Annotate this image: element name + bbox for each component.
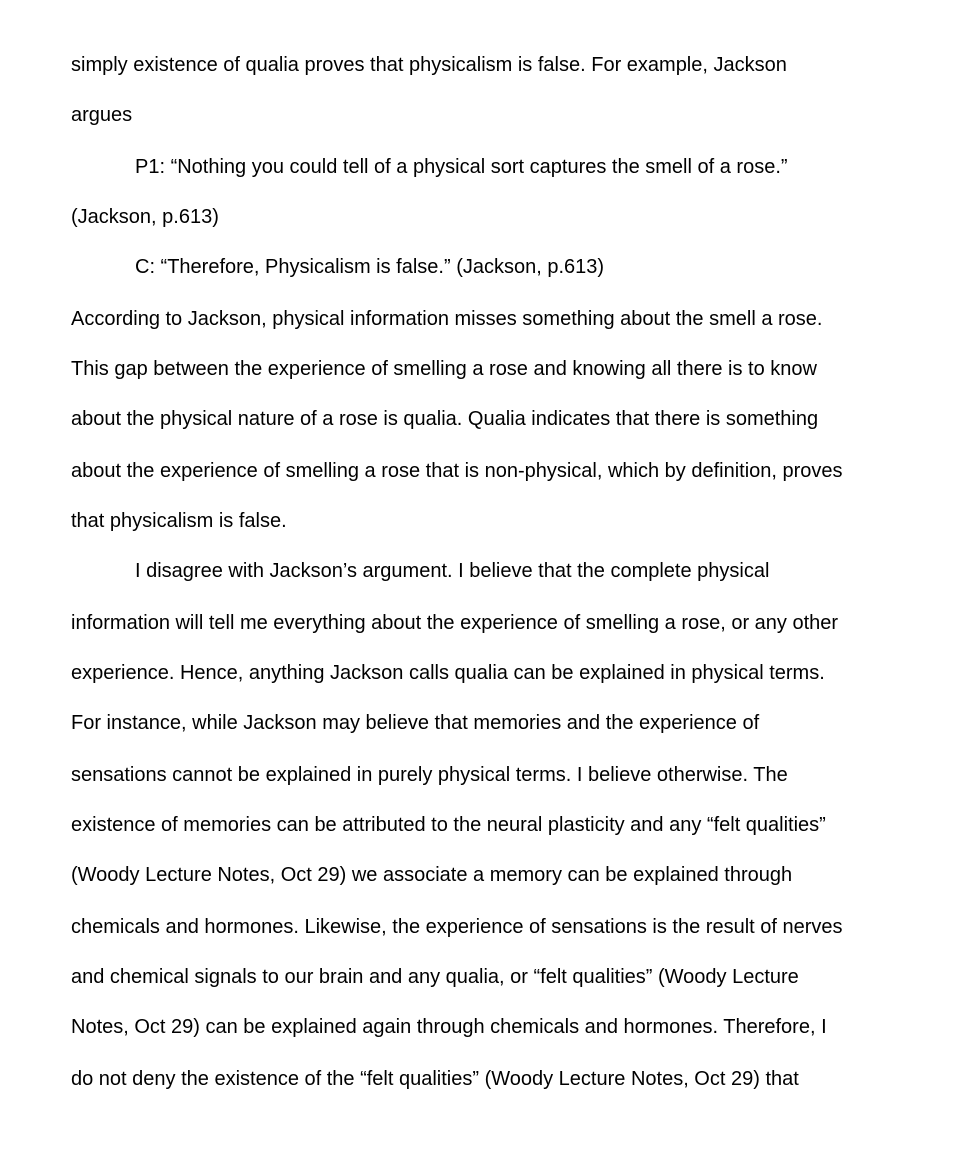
citation-line: (Jackson, p.613): [71, 206, 219, 228]
text-line: that physicalism is false.: [71, 510, 287, 532]
premise-line: P1: “Nothing you could tell of a physical sort captures the smell of a rose.”: [135, 156, 788, 178]
text-line: about the experience of smelling a rose that is non-physical, which by definition, proves: [71, 460, 843, 482]
text-line: According to Jackson, physical information misses something about the smell a rose.: [71, 308, 823, 330]
text-line: argues: [71, 104, 133, 126]
conclusion-line: C: “Therefore, Physicalism is false.” (Jackson, p.613): [135, 256, 605, 278]
text-line: and chemical signals to our brain and any qualia, or “felt qualities” (Woody Lecture: [71, 966, 799, 988]
text-line: chemicals and hormones. Likewise, the experience of sensations is the result of nerves: [71, 916, 843, 938]
text-line: (Woody Lecture Notes, Oct 29) we associate a memory can be explained through: [71, 864, 793, 886]
text-line: For instance, while Jackson may believe that memories and the experience of: [71, 712, 760, 734]
text-line: simply existence of qualia proves that physicalism is false. For example, Jackson: [71, 54, 787, 76]
text-line: existence of memories can be attributed to the neural plasticity and any “felt qualities”: [71, 814, 826, 836]
paragraph-start-line: I disagree with Jackson’s argument. I believe that the complete physical: [135, 560, 770, 582]
text-line: do not deny the existence of the “felt qualities” (Woody Lecture Notes, Oct 29) that: [71, 1068, 799, 1090]
text-line: information will tell me everything about the experience of smelling a rose, or any other: [71, 612, 839, 634]
text-line: experience. Hence, anything Jackson calls qualia can be explained in physical terms.: [71, 662, 825, 684]
text-line: This gap between the experience of smelling a rose and knowing all there is to know: [71, 358, 817, 380]
text-line: Notes, Oct 29) can be explained again through chemicals and hormones. Therefore, I: [71, 1016, 827, 1038]
text-line: about the physical nature of a rose is qualia. Qualia indicates that there is something: [71, 408, 819, 430]
text-line: sensations cannot be explained in purely physical terms. I believe otherwise. The: [71, 764, 788, 786]
